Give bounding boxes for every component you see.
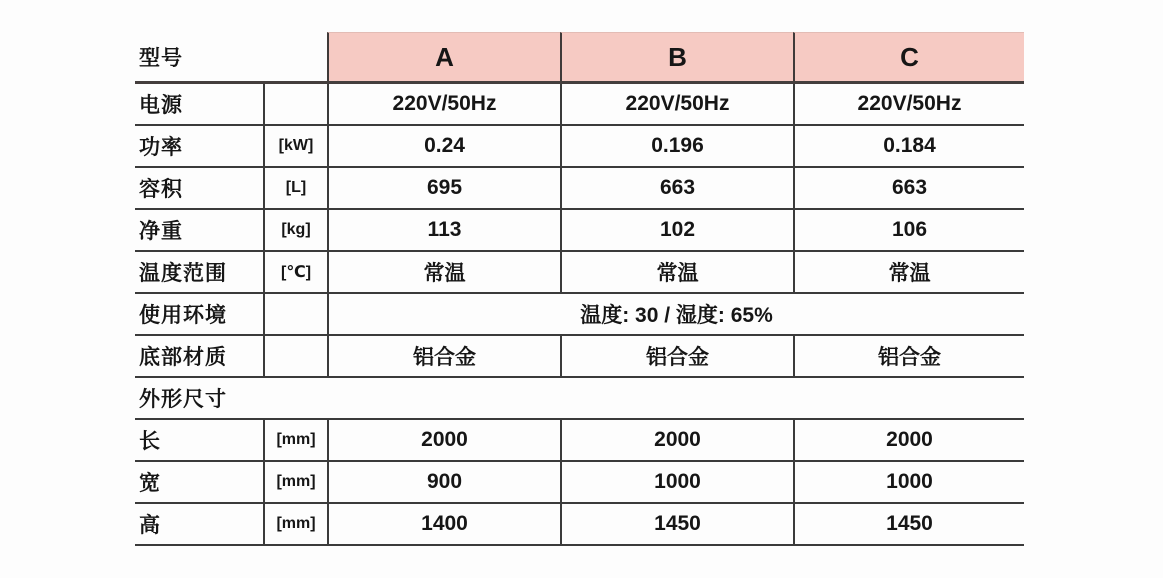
cell-value-b: 0.196	[560, 126, 793, 166]
cell-value-b: 220V/50Hz	[560, 84, 793, 124]
table-row-power-supply	[135, 84, 1024, 126]
cell-value-a: 220V/50Hz	[327, 84, 560, 124]
row-unit: [mm]	[263, 420, 327, 460]
cell-value-b: 常温	[560, 252, 793, 292]
table-row-operating-environment	[135, 294, 1024, 336]
row-unit: [mm]	[263, 504, 327, 544]
spec-table	[135, 32, 1024, 546]
table-row-bottom-material	[135, 336, 1024, 378]
row-unit: [L]	[263, 168, 327, 208]
cell-value-c: 106	[793, 210, 1024, 250]
cell-value-b: 663	[560, 168, 793, 208]
section-label: 外形尺寸	[139, 388, 227, 411]
row-label: 温度范围	[139, 262, 227, 285]
row-label: 长	[139, 430, 161, 453]
cell-value-c: 2000	[793, 420, 1024, 460]
row-label: 容积	[139, 178, 183, 201]
row-label: 电源	[139, 94, 183, 117]
row-label: 底部材质	[139, 346, 227, 369]
header-model-b: B	[560, 32, 793, 81]
cell-value-a: 900	[327, 462, 560, 502]
cell-value-c: 铝合金	[793, 336, 1024, 376]
corner-label: 型号	[139, 46, 183, 70]
cell-value-c: 常温	[793, 252, 1024, 292]
table-row-length	[135, 420, 1024, 462]
row-unit: [kg]	[263, 210, 327, 250]
cell-value-a: 695	[327, 168, 560, 208]
table-row-width	[135, 462, 1024, 504]
row-unit	[263, 294, 327, 334]
header-model-a: A	[327, 32, 560, 81]
row-label: 高	[139, 514, 161, 537]
cell-value-b: 2000	[560, 420, 793, 460]
cell-value-c: 1450	[793, 504, 1024, 544]
cell-value-b: 铝合金	[560, 336, 793, 376]
row-label: 使用环境	[139, 304, 227, 327]
cell-value-a: 铝合金	[327, 336, 560, 376]
row-label: 功率	[139, 136, 183, 159]
cell-value-c: 1000	[793, 462, 1024, 502]
table-row-net-weight	[135, 210, 1024, 252]
table-row-volume	[135, 168, 1024, 210]
cell-value-c: 220V/50Hz	[793, 84, 1024, 124]
row-label: 宽	[139, 472, 161, 495]
cell-spanned-value: 温度: 30 / 湿度: 65%	[327, 294, 1024, 334]
row-unit	[263, 336, 327, 376]
row-unit: [kW]	[263, 126, 327, 166]
row-unit: [℃]	[263, 252, 327, 292]
row-label: 净重	[139, 220, 183, 243]
cell-value-b: 1000	[560, 462, 793, 502]
cell-value-c: 0.184	[793, 126, 1024, 166]
row-unit	[263, 84, 327, 124]
cell-value-a: 常温	[327, 252, 560, 292]
cell-value-a: 0.24	[327, 126, 560, 166]
cell-value-b: 102	[560, 210, 793, 250]
cell-value-a: 2000	[327, 420, 560, 460]
cell-value-b: 1450	[560, 504, 793, 544]
table-row-power	[135, 126, 1024, 168]
row-unit: [mm]	[263, 462, 327, 502]
cell-value-a: 1400	[327, 504, 560, 544]
cell-value-a: 113	[327, 210, 560, 250]
table-row-height	[135, 504, 1024, 546]
header-model-c: C	[793, 32, 1024, 81]
table-row-temperature-range	[135, 252, 1024, 294]
table-section-dimensions	[135, 378, 1024, 420]
header-blank-cell	[263, 32, 327, 81]
cell-value-c: 663	[793, 168, 1024, 208]
table-header-row	[135, 32, 1024, 84]
